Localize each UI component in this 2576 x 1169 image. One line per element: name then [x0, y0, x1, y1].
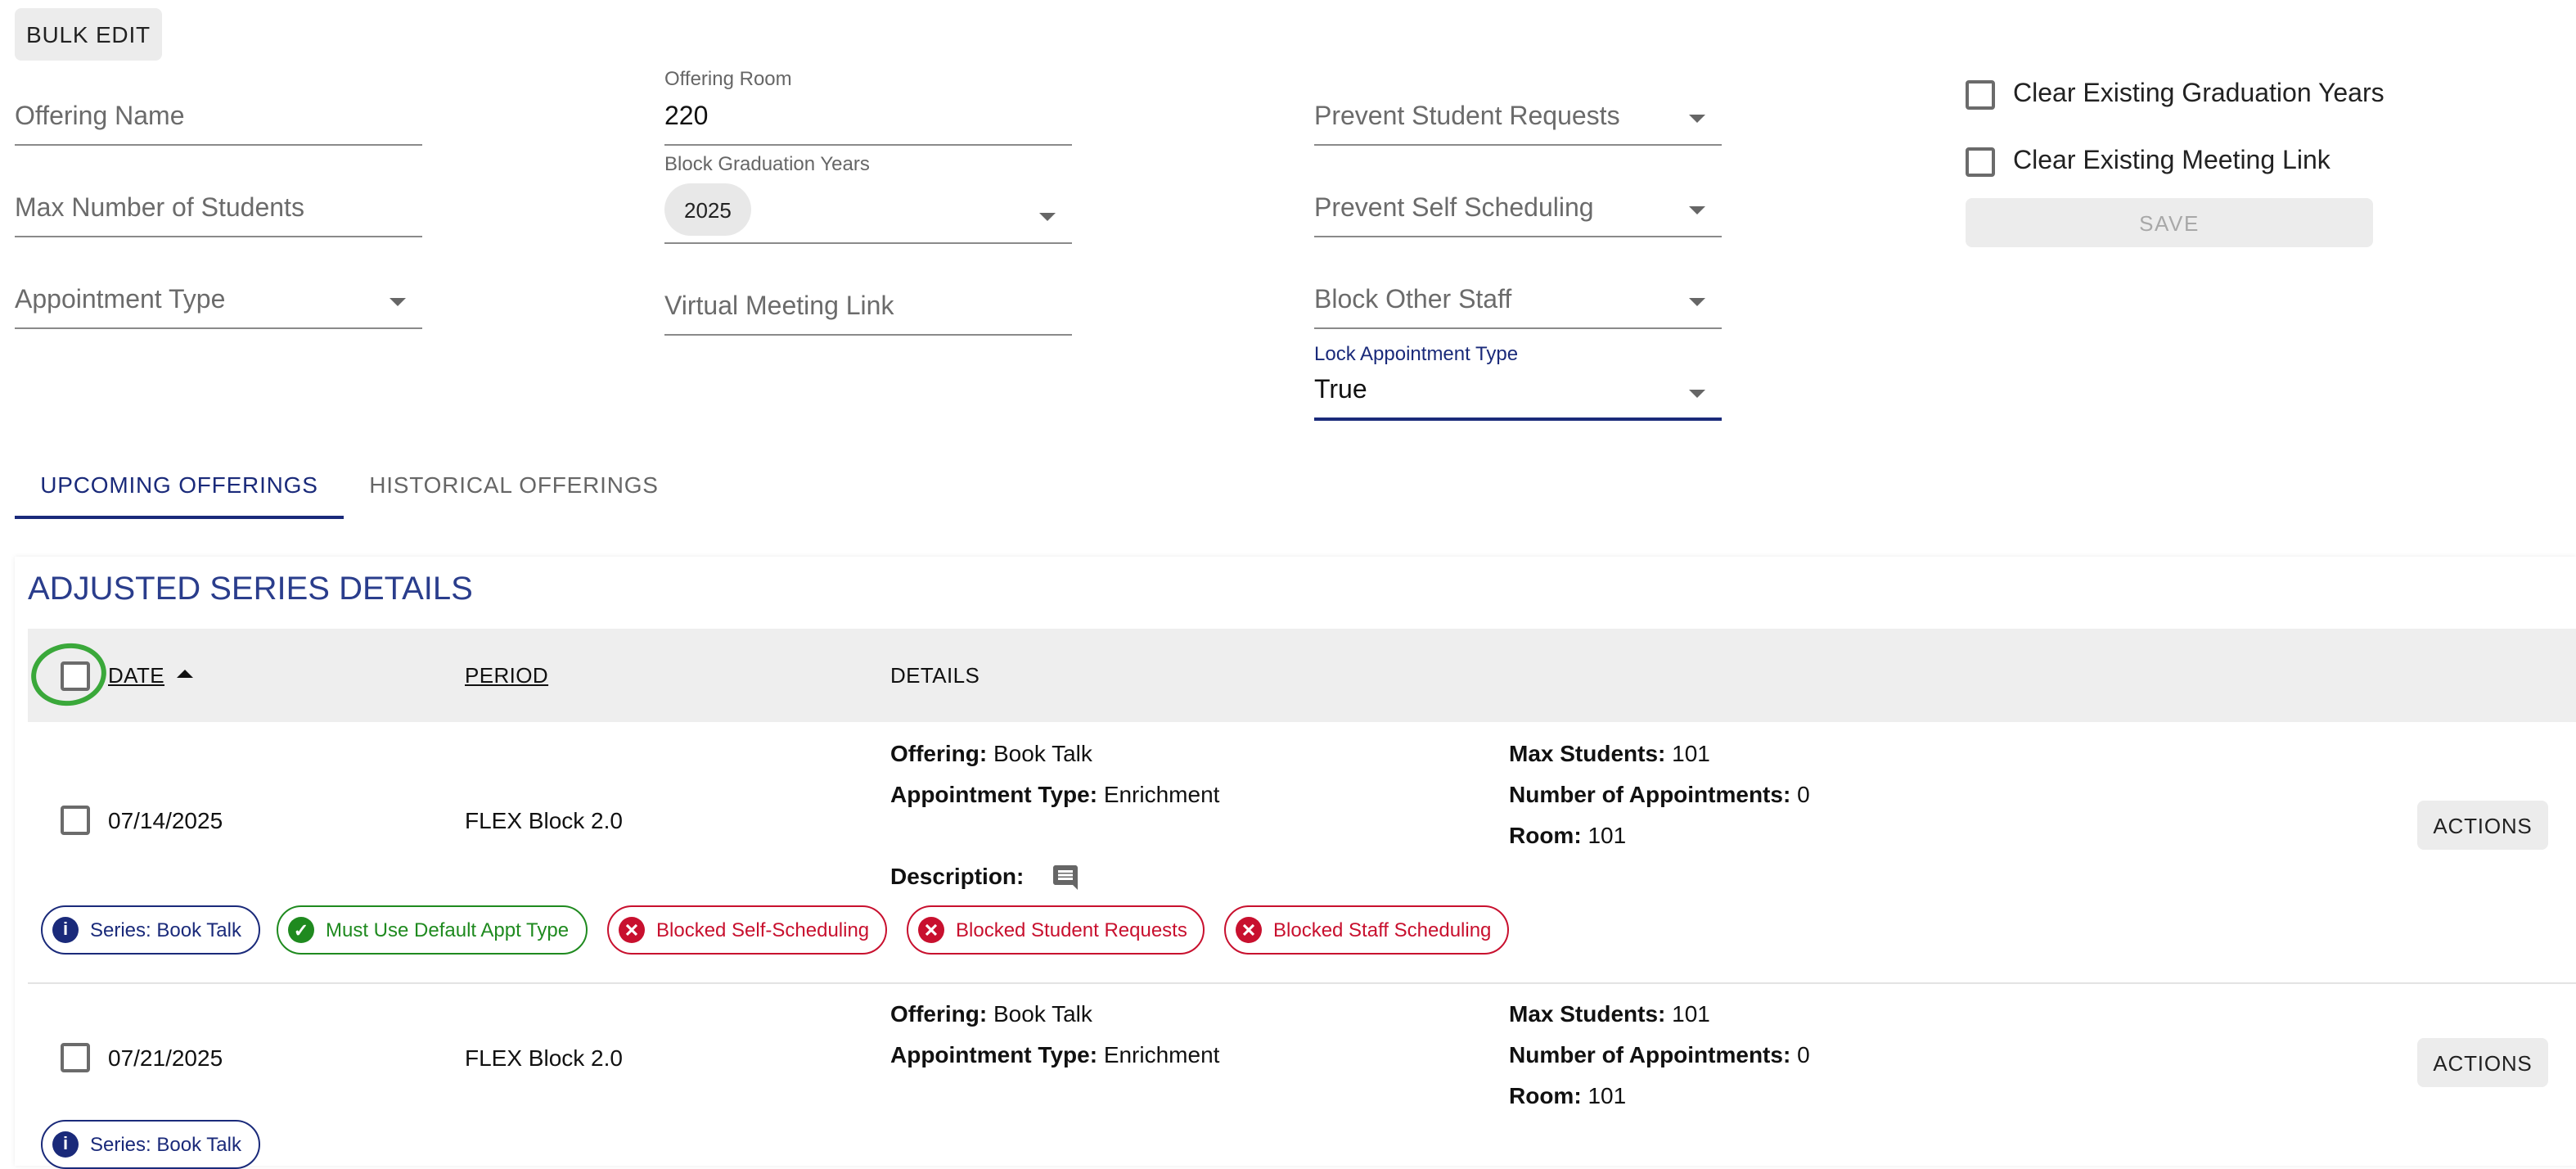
- row-description: Description:: [890, 863, 1025, 889]
- tag-series: i Series: Book Talk: [41, 1120, 259, 1169]
- block-other-staff-placeholder: Block Other Staff: [1314, 287, 1512, 314]
- cancel-circle-icon: ✕: [918, 917, 944, 943]
- appointment-type-placeholder: Appointment Type: [15, 287, 226, 314]
- details-column-header: DETAILS: [890, 663, 980, 688]
- info-icon: i: [52, 1131, 79, 1158]
- chevron-down-icon: [1039, 213, 1056, 221]
- cancel-circle-icon: ✕: [619, 917, 645, 943]
- max-students-field[interactable]: [15, 183, 422, 237]
- row-num-appointments: Number of Appointments: 0: [1509, 1041, 1810, 1067]
- chevron-down-icon: [1689, 298, 1705, 306]
- chevron-down-icon: [390, 298, 406, 306]
- block-grad-years-label: Block Graduation Years: [664, 152, 870, 175]
- bulk-edit-button[interactable]: BULK EDIT: [15, 8, 162, 61]
- lock-appointment-type-select[interactable]: [1314, 342, 1722, 421]
- row-date: 07/21/2025: [108, 1045, 223, 1071]
- offering-room-field[interactable]: [664, 67, 1072, 146]
- row-actions-button[interactable]: ACTIONS: [2417, 1038, 2548, 1087]
- row-num-appointments: Number of Appointments: 0: [1509, 781, 1810, 807]
- tag-blocked-self-scheduling: ✕ Blocked Self-Scheduling: [607, 905, 887, 955]
- virtual-meeting-link-placeholder: Virtual Meeting Link: [664, 293, 894, 321]
- chevron-down-icon: [1689, 390, 1705, 398]
- row-room: Room: 101: [1509, 822, 1627, 848]
- table-header: [28, 629, 2576, 722]
- row-offering: Offering: Book Talk: [890, 740, 1092, 766]
- row-max-students: Max Students: 101: [1509, 1000, 1710, 1027]
- row-appointment-type: Appointment Type: Enrichment: [890, 1041, 1220, 1067]
- row-date: 07/14/2025: [108, 807, 223, 833]
- tag-series: i Series: Book Talk: [41, 905, 259, 955]
- prevent-student-requests-select[interactable]: [1314, 92, 1722, 146]
- row-offering: Offering: Book Talk: [890, 1000, 1092, 1027]
- info-icon: i: [52, 917, 79, 943]
- period-column-header[interactable]: PERIOD: [465, 663, 549, 688]
- row-divider: [28, 982, 2576, 984]
- appointment-type-select[interactable]: [15, 275, 422, 329]
- block-grad-years-select[interactable]: [664, 152, 1072, 244]
- offering-name-field[interactable]: [15, 92, 422, 146]
- chevron-down-icon: [1689, 206, 1705, 214]
- chevron-down-icon: [1689, 115, 1705, 123]
- tab-upcoming-offerings[interactable]: UPCOMING OFFERINGS: [15, 452, 344, 519]
- tag-default-appt-type: ✓ Must Use Default Appt Type: [277, 905, 587, 955]
- tag-blocked-staff-scheduling: ✕ Blocked Staff Scheduling: [1224, 905, 1509, 955]
- prevent-student-requests-placeholder: Prevent Student Requests: [1314, 103, 1620, 131]
- row-room: Room: 101: [1509, 1082, 1627, 1108]
- offering-room-label: Offering Room: [664, 67, 792, 90]
- sort-ascending-icon[interactable]: [177, 670, 193, 678]
- clear-grad-years-checkbox[interactable]: [1966, 80, 1995, 110]
- row-checkbox[interactable]: [61, 1043, 90, 1072]
- row-period: FLEX Block 2.0: [465, 807, 623, 833]
- row-checkbox[interactable]: [61, 806, 90, 835]
- clear-meeting-link-label: Clear Existing Meeting Link: [2013, 147, 2331, 175]
- row-period: FLEX Block 2.0: [465, 1045, 623, 1071]
- section-title: ADJUSTED SERIES DETAILS: [28, 571, 473, 607]
- row-actions-button[interactable]: ACTIONS: [2417, 801, 2548, 850]
- prevent-self-scheduling-placeholder: Prevent Self Scheduling: [1314, 195, 1594, 223]
- prevent-self-scheduling-select[interactable]: [1314, 183, 1722, 237]
- row-max-students: Max Students: 101: [1509, 740, 1710, 766]
- clear-grad-years-label: Clear Existing Graduation Years: [2013, 80, 2385, 108]
- tab-historical-offerings[interactable]: HISTORICAL OFFERINGS: [369, 471, 659, 497]
- lock-appointment-type-label: Lock Appointment Type: [1314, 342, 1519, 365]
- comment-icon[interactable]: [1049, 863, 1082, 892]
- block-other-staff-select[interactable]: [1314, 275, 1722, 329]
- row-appointment-type: Appointment Type: Enrichment: [890, 781, 1220, 807]
- virtual-meeting-link-field[interactable]: [664, 282, 1072, 336]
- grad-year-chip[interactable]: 2025: [664, 183, 751, 236]
- date-column-header[interactable]: DATE: [108, 663, 165, 688]
- check-circle-icon: ✓: [288, 917, 314, 943]
- offering-room-value: 220: [664, 103, 709, 131]
- lock-appointment-type-value: True: [1314, 377, 1367, 404]
- offering-name-placeholder: Offering Name: [15, 103, 185, 131]
- cancel-circle-icon: ✕: [1236, 917, 1262, 943]
- clear-meeting-link-checkbox[interactable]: [1966, 147, 1995, 177]
- tag-blocked-student-requests: ✕ Blocked Student Requests: [907, 905, 1205, 955]
- save-button[interactable]: SAVE: [1966, 198, 2373, 247]
- max-students-placeholder: Max Number of Students: [15, 195, 304, 223]
